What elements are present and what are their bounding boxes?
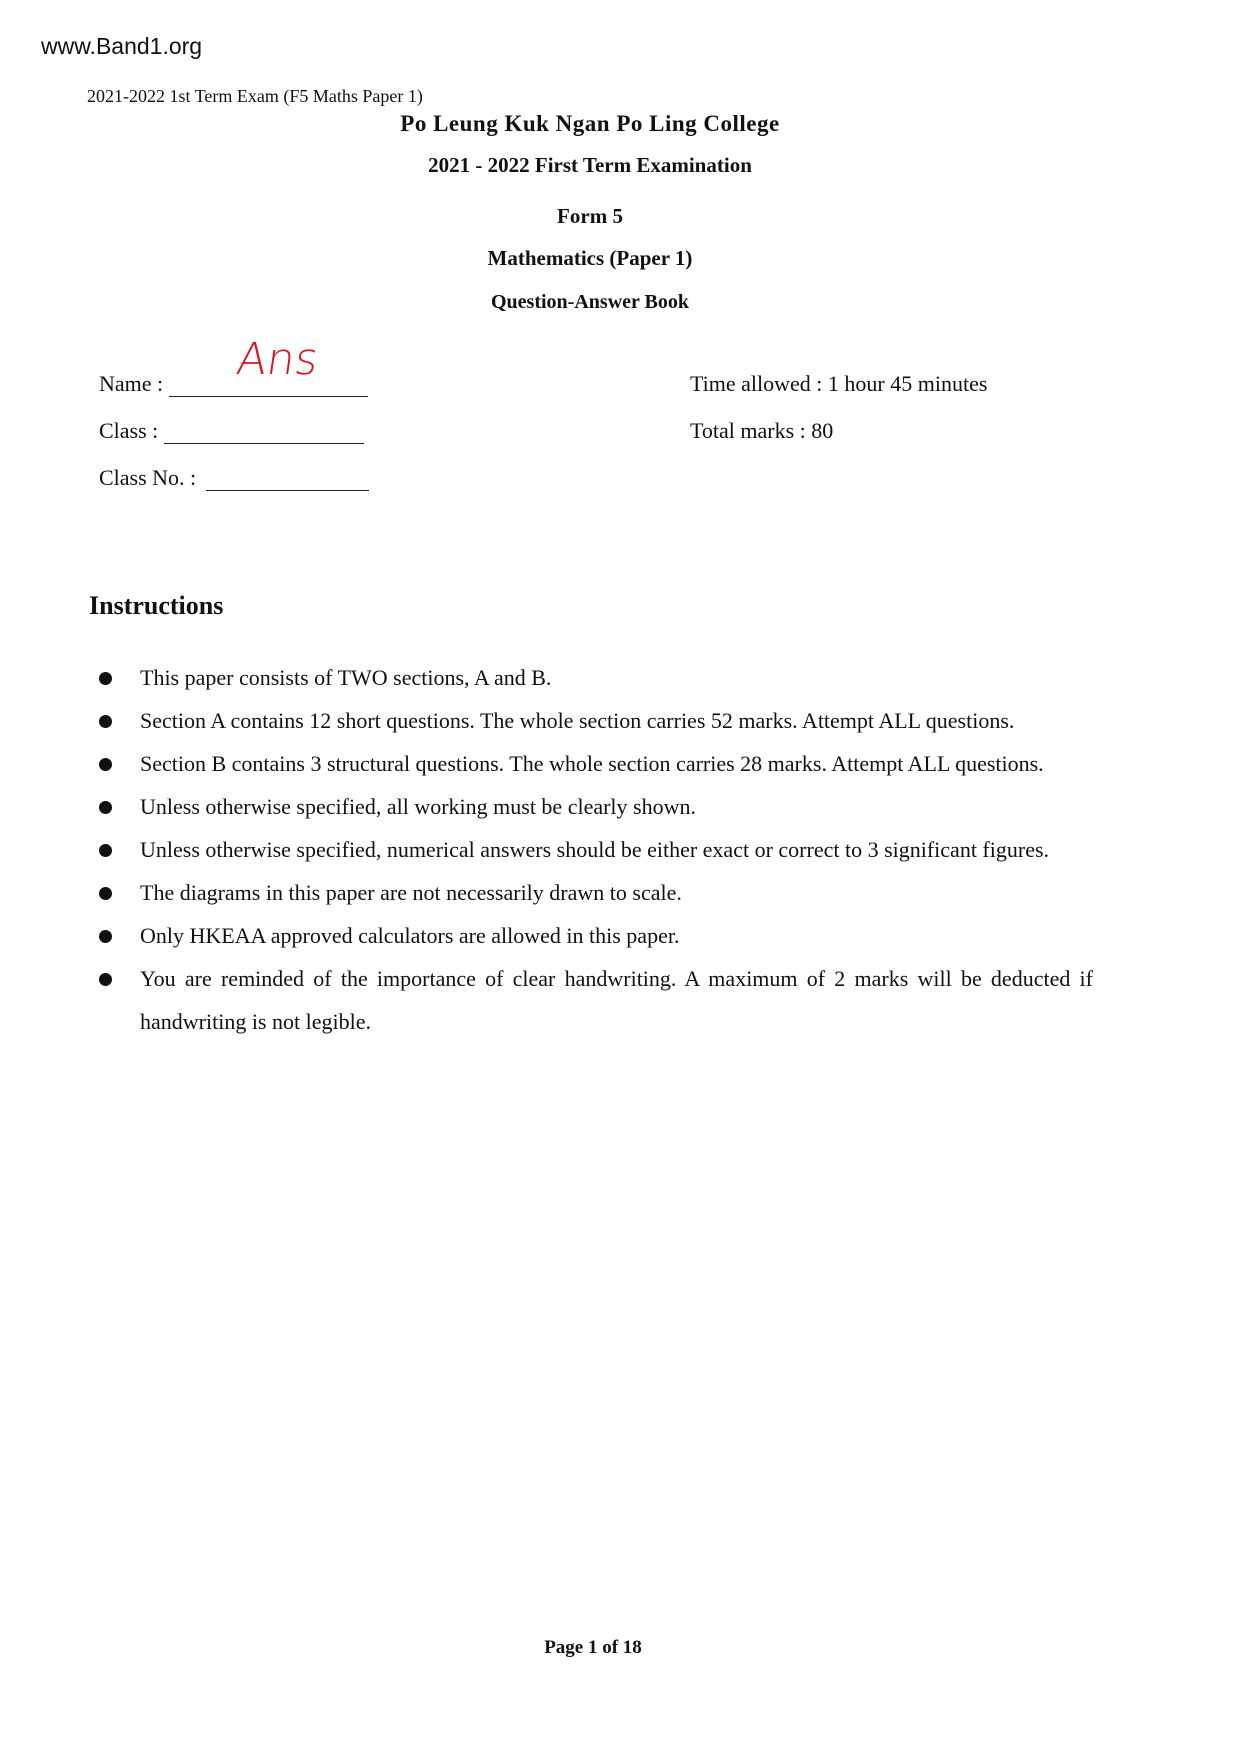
bullet-icon — [99, 801, 112, 814]
college-name: Po Leung Kuk Ngan Po Ling College — [400, 111, 780, 136]
instruction-item: Only HKEAA approved calculators are allowed in this paper. — [99, 914, 1093, 957]
instruction-item: You are reminded of the importance of clear handwriting. A maximum of 2 marks will be deducted if handwriting is not legible. — [99, 957, 1093, 1043]
class-no-label: Class No. : — [99, 465, 197, 490]
instruction-item: The diagrams in this paper are not necessarily drawn to scale. — [99, 871, 1093, 914]
time-allowed: Time allowed : 1 hour 45 minutes — [690, 371, 988, 396]
bullet-icon — [99, 973, 112, 986]
bullet-icon — [99, 715, 112, 728]
handwritten-name: Ans — [233, 334, 322, 385]
instruction-item: Unless otherwise specified, all working must be clearly shown. — [99, 785, 1093, 828]
bullet-icon — [99, 930, 112, 943]
class-no-blank[interactable] — [206, 468, 369, 491]
instruction-item: Section B contains 3 structural questions. The whole section carries 28 marks. Attempt ALL questions. — [99, 742, 1093, 785]
subject-title: Mathematics (Paper 1) — [487, 246, 693, 270]
instructions-heading: Instructions — [89, 591, 224, 620]
form-level: Form 5 — [557, 204, 623, 228]
name-label: Name : — [99, 371, 164, 396]
running-header: 2021-2022 1st Term Exam (F5 Maths Paper 1) — [87, 86, 423, 106]
book-title: Question-Answer Book — [491, 291, 689, 313]
page-number: Page 1 of 18 — [544, 1637, 642, 1658]
instructions-list — [99, 656, 1093, 1043]
bullet-icon — [99, 887, 112, 900]
watermark-url: www.Band1.org — [41, 33, 203, 59]
class-blank[interactable] — [164, 421, 364, 444]
total-marks: Total marks : 80 — [690, 418, 834, 443]
exam-title: 2021 - 2022 First Term Examination — [428, 153, 752, 177]
bullet-icon — [99, 672, 112, 685]
class-no-field[interactable] — [99, 465, 369, 491]
instruction-item: This paper consists of TWO sections, A and B. — [99, 656, 1093, 699]
instruction-item: Unless otherwise specified, numerical answers should be either exact or correct to 3 significant figures. — [99, 828, 1093, 871]
name-blank[interactable] — [169, 334, 368, 397]
name-field[interactable] — [99, 334, 368, 397]
bullet-icon — [99, 758, 112, 771]
bullet-icon — [99, 844, 112, 857]
class-field[interactable] — [99, 418, 364, 444]
class-label: Class : — [99, 418, 159, 443]
instruction-item: Section A contains 12 short questions. The whole section carries 52 marks. Attempt ALL questions. — [99, 699, 1093, 742]
